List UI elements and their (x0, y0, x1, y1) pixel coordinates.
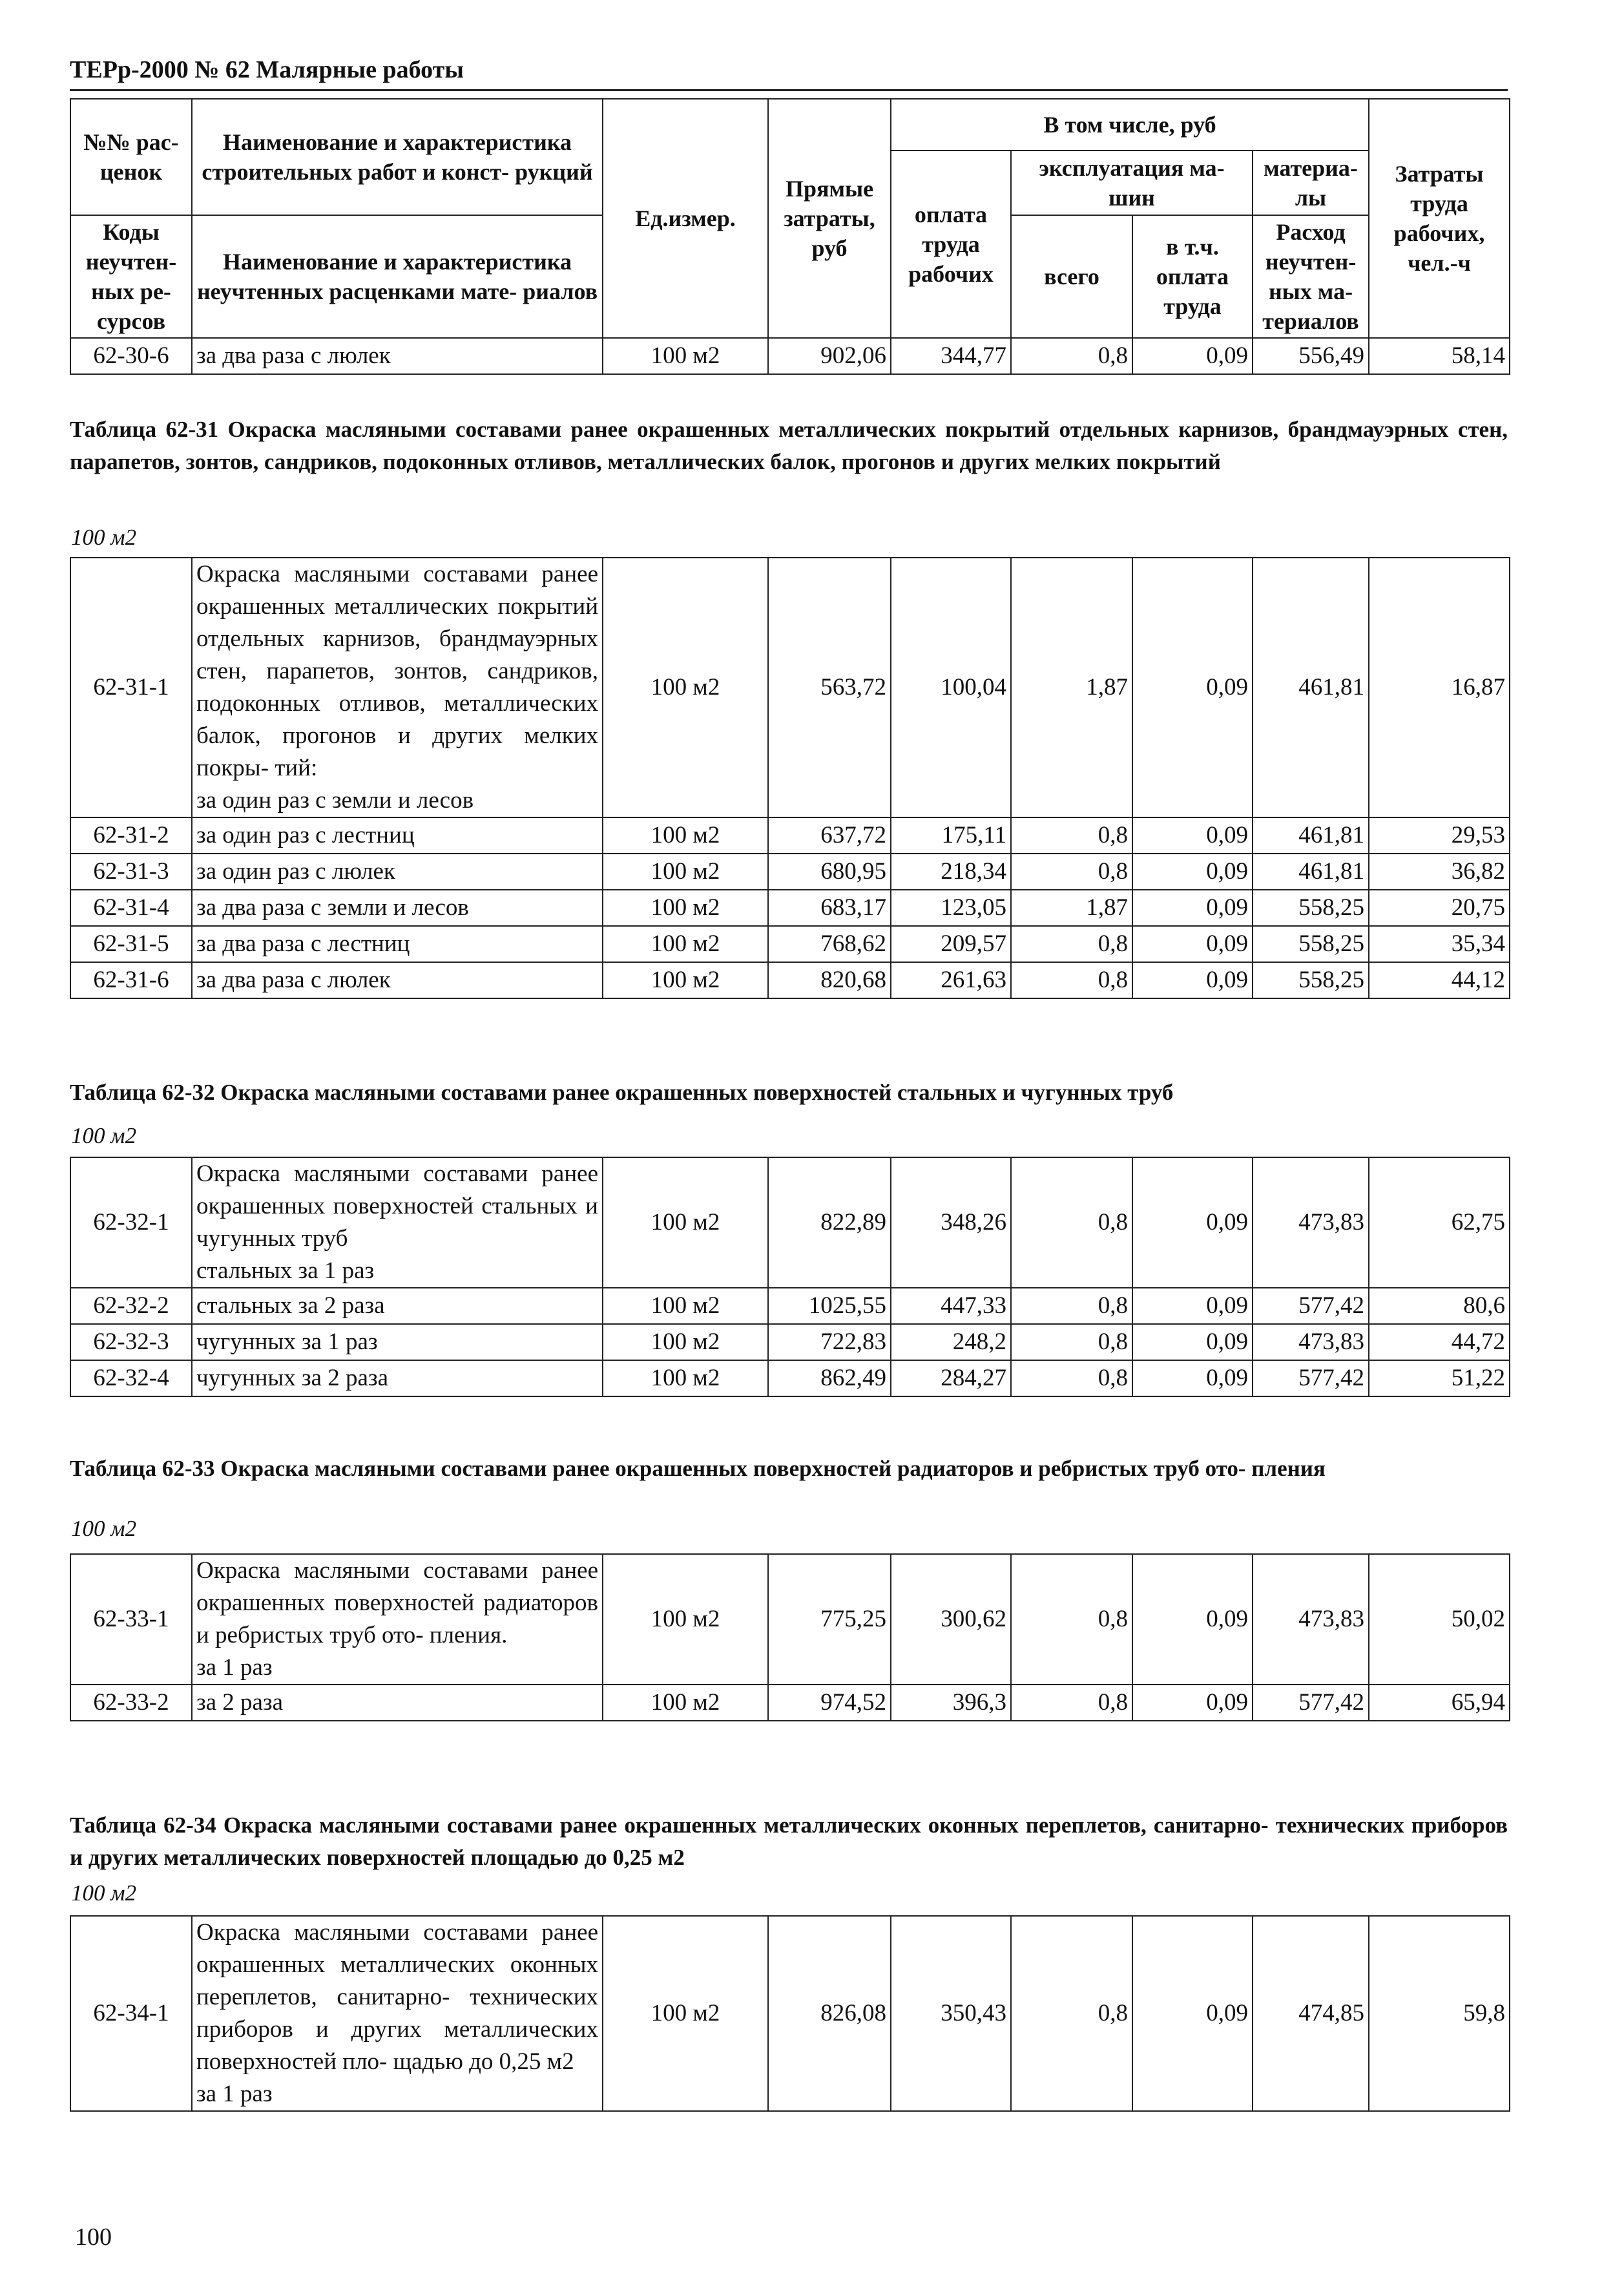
row-name (192, 1916, 603, 2111)
row-name-sub: стальных за 1 раз (196, 1257, 375, 1284)
row-unit: 100 м2 (603, 338, 768, 374)
row-unit: 100 м2 (603, 1916, 768, 2111)
table-62-33-caption: Таблица 62-33 Окраска масляными составами ранее окрашенных поверхностей радиаторов и ребристых труб ото- пления (70, 1456, 1326, 1481)
row-unit: 100 м2 (603, 558, 768, 817)
table-row (70, 558, 1510, 817)
row-unit: 100 м2 (603, 817, 768, 854)
row-materials: 461,81 (1253, 854, 1369, 890)
header-materials-consumption: Расход неучтен- ных ма- териалов (1253, 215, 1369, 338)
row-hours: 59,8 (1369, 1916, 1510, 2111)
row-name: чугунных за 2 раза (192, 1360, 603, 1396)
row-machines: 0,8 (1011, 1554, 1132, 1685)
row-name-main: Окраска масляными составами ранее окрашенных металлических покрытий отдельных карнизов, брандмауэрных стен, парапетов, зонтов, сандриков, подоконных отливов, металлических балок, прогонов и других мелких покры- тий: (196, 561, 598, 781)
row-direct: 683,17 (768, 890, 891, 926)
row-unit: 100 м2 (603, 1360, 768, 1396)
row-machines-labor: 0,09 (1132, 817, 1253, 854)
row-hours: 65,94 (1369, 1685, 1510, 1721)
row-labor: 284,27 (891, 1360, 1011, 1396)
header-code-bottom: Коды неучтен- ных ре- сурсов (70, 215, 192, 338)
row-hours: 16,87 (1369, 558, 1510, 817)
row-name-sub: за 1 раз (196, 2081, 273, 2107)
row-machines: 0,8 (1011, 1685, 1132, 1721)
row-unit: 100 м2 (603, 1324, 768, 1360)
table-62-32-unit-label: 100 м2 (71, 1123, 137, 1148)
row-unit: 100 м2 (603, 854, 768, 890)
row-labor: 396,3 (891, 1685, 1011, 1721)
row-direct: 1025,55 (768, 1288, 891, 1324)
row-materials: 577,42 (1253, 1288, 1369, 1324)
table-62-33-unit-label: 100 м2 (71, 1516, 137, 1541)
header-labor-pay: оплата труда рабочих (891, 151, 1011, 338)
row-hours: 44,72 (1369, 1324, 1510, 1360)
header-machines-total: всего (1011, 215, 1132, 338)
row-machines: 0,8 (1011, 1916, 1132, 2111)
row-hours: 36,82 (1369, 854, 1510, 890)
row-machines-labor: 0,09 (1132, 1324, 1253, 1360)
page-number: 100 (75, 2223, 112, 2251)
row-machines: 0,8 (1011, 817, 1132, 854)
table-row (70, 1288, 1510, 1324)
header-code-top: №№ рас- ценок (70, 99, 192, 215)
row-name: за один раз с лестниц (192, 817, 603, 854)
row-machines: 0,8 (1011, 926, 1132, 962)
page-header: ТЕРр-2000 № 62 Малярные работы (70, 56, 1508, 91)
row-hours: 58,14 (1369, 338, 1510, 374)
row-hours: 35,34 (1369, 926, 1510, 962)
row-materials: 558,25 (1253, 962, 1369, 998)
header-labor-cost: Затраты труда рабочих, чел.-ч (1369, 99, 1510, 338)
row-direct: 637,72 (768, 817, 891, 854)
table-62-31-unit-label: 100 м2 (71, 525, 137, 550)
row-code: 62-31-1 (70, 558, 192, 817)
row-labor: 350,43 (891, 1916, 1011, 2111)
table-row (70, 926, 1510, 962)
row-name: чугунных за 1 раз (192, 1324, 603, 1360)
table-62-34-caption: Таблица 62-34 Окраска масляными составами ранее окрашенных металлических оконных переплетов, санитарно- технических приборов и других металлических поверхностей площадью до 0,25 м2 (70, 1813, 1508, 1870)
header-machines: эксплуатация ма- шин (1011, 151, 1253, 215)
table-row (70, 1324, 1510, 1360)
header-materials: материа- лы (1253, 151, 1369, 215)
header-including: В том числе, руб (891, 99, 1369, 151)
row-labor: 218,34 (891, 854, 1011, 890)
table-row (70, 1916, 1510, 2111)
row-unit: 100 м2 (603, 1288, 768, 1324)
table-62-34 (70, 1915, 1510, 2112)
row-direct: 974,52 (768, 1685, 891, 1721)
row-materials: 461,81 (1253, 558, 1369, 817)
row-machines-labor: 0,09 (1132, 890, 1253, 926)
row-name: за два раза с люлек (192, 962, 603, 998)
row-name: за два раза с лестниц (192, 926, 603, 962)
row-labor: 348,26 (891, 1157, 1011, 1288)
row-name: за 2 раза (192, 1685, 603, 1721)
row-labor: 100,04 (891, 558, 1011, 817)
row-machines-labor: 0,09 (1132, 854, 1253, 890)
row-name-main: Окраска масляными составами ранее окрашенных поверхностей стальных и чугунных труб (196, 1161, 598, 1252)
row-machines-labor: 0,09 (1132, 1288, 1253, 1324)
table-row (70, 854, 1510, 890)
row-hours: 44,12 (1369, 962, 1510, 998)
row-materials: 556,49 (1253, 338, 1369, 374)
table-62-31 (70, 557, 1510, 999)
table-row (70, 890, 1510, 926)
header-name-bottom: Наименование и характеристика неучтенных расценками мате- риалов (192, 215, 603, 338)
header-machines-labor: в т.ч. оплата труда (1132, 215, 1253, 338)
row-machines: 0,8 (1011, 854, 1132, 890)
table-row (70, 1554, 1510, 1685)
row-materials: 558,25 (1253, 926, 1369, 962)
row-labor: 175,11 (891, 817, 1011, 854)
row-labor: 123,05 (891, 890, 1011, 926)
row-materials: 473,83 (1253, 1157, 1369, 1288)
row-name: стальных за 2 раза (192, 1288, 603, 1324)
table-62-32-caption: Таблица 62-32 Окраска масляными составами ранее окрашенных поверхностей стальных и чугунных труб (70, 1080, 1174, 1105)
row-hours: 80,6 (1369, 1288, 1510, 1324)
row-machines: 0,8 (1011, 1360, 1132, 1396)
row-machines-labor: 0,09 (1132, 1916, 1253, 2111)
row-materials: 473,83 (1253, 1324, 1369, 1360)
row-materials: 577,42 (1253, 1685, 1369, 1721)
row-direct: 820,68 (768, 962, 891, 998)
table-row (70, 962, 1510, 998)
row-materials: 461,81 (1253, 817, 1369, 854)
row-name: за два раза с земли и лесов (192, 890, 603, 926)
row-direct: 822,89 (768, 1157, 891, 1288)
row-machines-labor: 0,09 (1132, 558, 1253, 817)
row-direct: 722,83 (768, 1324, 891, 1360)
table-row (70, 1157, 1510, 1288)
row-machines-labor: 0,09 (1132, 1554, 1253, 1685)
row-machines-labor: 0,09 (1132, 1360, 1253, 1396)
row-labor: 344,77 (891, 338, 1011, 374)
row-unit: 100 м2 (603, 1685, 768, 1721)
row-code: 62-32-2 (70, 1288, 192, 1324)
row-hours: 62,75 (1369, 1157, 1510, 1288)
row-hours: 50,02 (1369, 1554, 1510, 1685)
row-direct: 862,49 (768, 1360, 891, 1396)
row-machines-labor: 0,09 (1132, 926, 1253, 962)
row-labor: 209,57 (891, 926, 1011, 962)
row-direct: 902,06 (768, 338, 891, 374)
row-unit: 100 м2 (603, 962, 768, 998)
row-machines: 0,8 (1011, 1324, 1132, 1360)
table-62-31-caption: Таблица 62-31 Окраска масляными составами ранее окрашенных металлических покрытий отдельных карнизов, брандмауэрных стен, парапетов, зонтов, сандриков, подоконных отливов, металлических балок, прогонов и других мелких покрытий (70, 417, 1508, 474)
row-direct: 826,08 (768, 1916, 891, 2111)
row-code: 62-32-1 (70, 1157, 192, 1288)
row-machines-labor: 0,09 (1132, 1685, 1253, 1721)
row-machines-labor: 0,09 (1132, 338, 1253, 374)
row-name-sub: за 1 раз (196, 1654, 273, 1681)
row-machines-labor: 0,09 (1132, 962, 1253, 998)
row-materials: 474,85 (1253, 1916, 1369, 2111)
row-name-main: Окраска масляными составами ранее окрашенных металлических оконных переплетов, санитарно- технических приборов и других металлических поверхностей пло- щадью до 0,25 м2 (196, 1919, 598, 2075)
row-labor: 261,63 (891, 962, 1011, 998)
row-code: 62-31-4 (70, 890, 192, 926)
row-name-sub: за один раз с земли и лесов (196, 787, 474, 814)
row-unit: 100 м2 (603, 1157, 768, 1288)
row-name (192, 1554, 603, 1685)
table-row (70, 817, 1510, 854)
row-hours: 51,22 (1369, 1360, 1510, 1396)
row-labor: 300,62 (891, 1554, 1011, 1685)
header-direct: Прямые затраты, руб (768, 99, 891, 338)
row-labor: 447,33 (891, 1288, 1011, 1324)
row-code: 62-31-3 (70, 854, 192, 890)
row-machines: 0,8 (1011, 1288, 1132, 1324)
row-code: 62-34-1 (70, 1916, 192, 2111)
header-name-top: Наименование и характеристика строительных работ и конст- рукций (192, 99, 603, 215)
row-name-main: Окраска масляными составами ранее окрашенных поверхностей радиаторов и ребристых труб ото- пления. (196, 1557, 598, 1648)
row-machines: 0,8 (1011, 338, 1132, 374)
row-code: 62-33-1 (70, 1554, 192, 1685)
table-62-33 (70, 1553, 1510, 1721)
row-machines-labor: 0,09 (1132, 1157, 1253, 1288)
row-hours: 29,53 (1369, 817, 1510, 854)
row-labor: 248,2 (891, 1324, 1011, 1360)
table-62-34-unit-label: 100 м2 (71, 1880, 137, 1906)
row-unit: 100 м2 (603, 1554, 768, 1685)
row-code: 62-33-2 (70, 1685, 192, 1721)
row-code: 62-31-2 (70, 817, 192, 854)
table-62-32 (70, 1157, 1510, 1397)
table-row (70, 1685, 1510, 1721)
row-hours: 20,75 (1369, 890, 1510, 926)
row-name: за один раз с люлек (192, 854, 603, 890)
row-code: 62-32-3 (70, 1324, 192, 1360)
row-machines: 1,87 (1011, 558, 1132, 817)
row-unit: 100 м2 (603, 890, 768, 926)
table-row (70, 1360, 1510, 1396)
row-code: 62-32-4 (70, 1360, 192, 1396)
row-code: 62-30-6 (70, 338, 192, 374)
header-table (70, 98, 1510, 375)
row-code: 62-31-6 (70, 962, 192, 998)
row-materials: 558,25 (1253, 890, 1369, 926)
row-name (192, 1157, 603, 1288)
row-machines: 0,8 (1011, 962, 1132, 998)
row-unit: 100 м2 (603, 926, 768, 962)
row-machines: 0,8 (1011, 1157, 1132, 1288)
row-direct: 680,95 (768, 854, 891, 890)
row-name: за два раза с люлек (192, 338, 603, 374)
row-name (192, 558, 603, 817)
row-code: 62-31-5 (70, 926, 192, 962)
row-machines: 1,87 (1011, 890, 1132, 926)
row-direct: 768,62 (768, 926, 891, 962)
row-materials: 473,83 (1253, 1554, 1369, 1685)
header-unit: Ед.измер. (603, 99, 768, 338)
row-direct: 563,72 (768, 558, 891, 817)
row-direct: 775,25 (768, 1554, 891, 1685)
row-materials: 577,42 (1253, 1360, 1369, 1396)
table-row (70, 338, 1510, 374)
